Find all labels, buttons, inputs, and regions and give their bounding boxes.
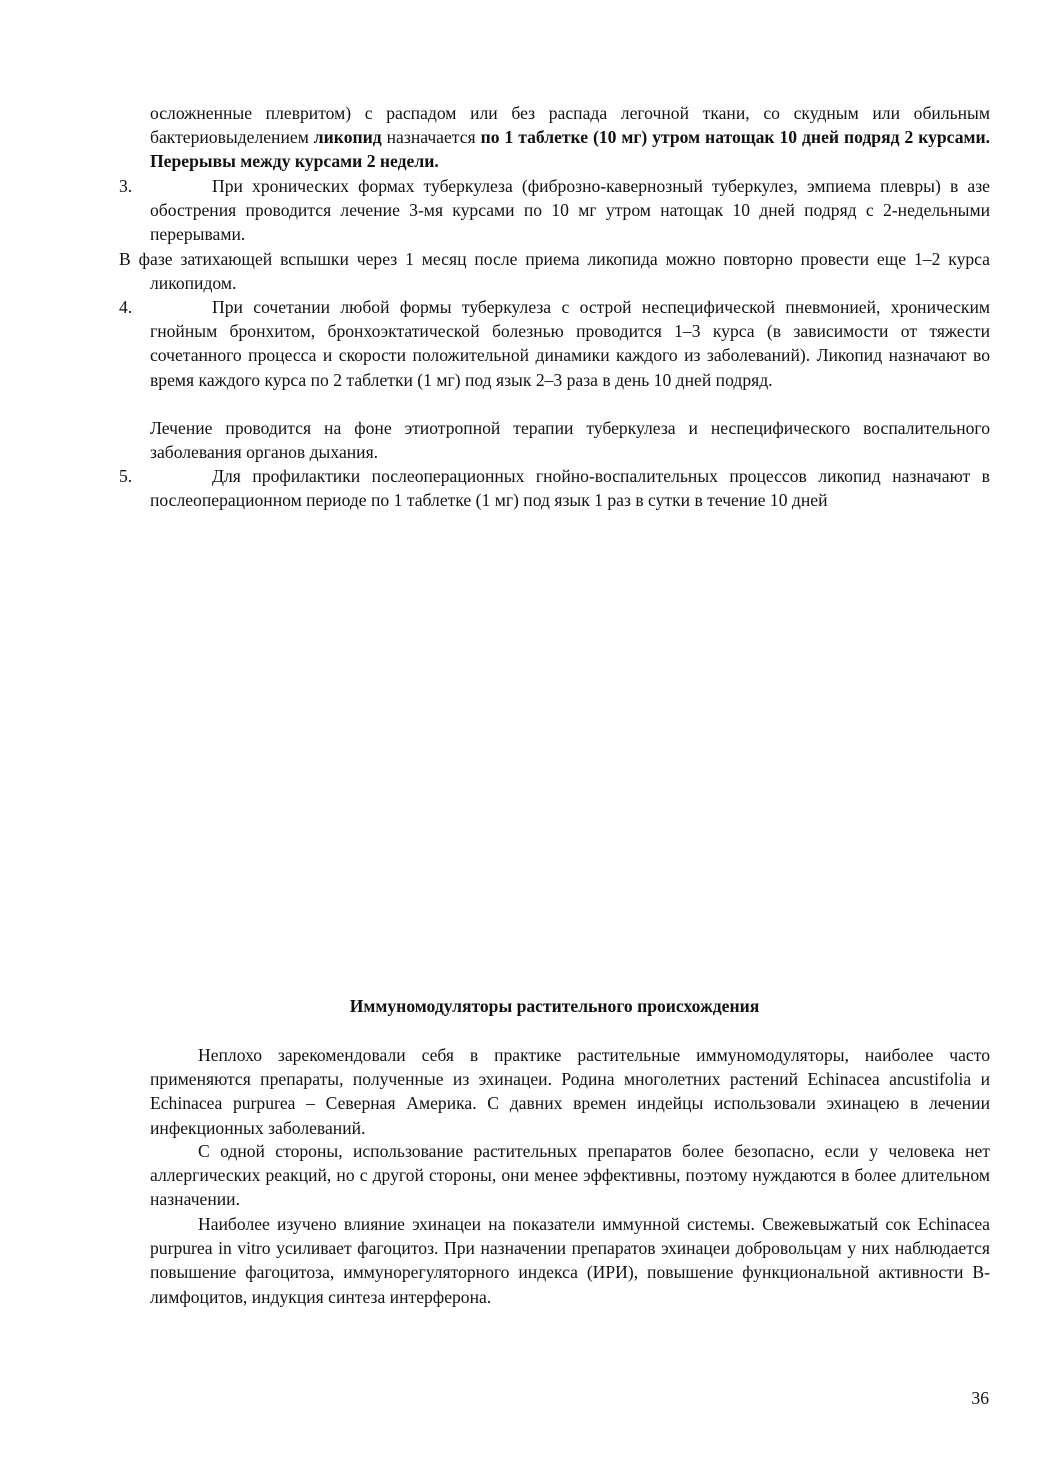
dosage-bold: по 1 таблетке (10 мг) утром натощак 10 дней подряд 2 курсами. Перерывы между курсами 2 недели.: [150, 127, 991, 172]
list-item-number: 4.: [119, 297, 133, 317]
list-item-text: При сочетании любой формы туберкулеза с острой неспецифической пневмонией, хроническим гнойным бронхитом, бронхоэктатической болезнью проводится 1–3 курса (в зависимости от тяжести сочетанного процесса и скорости положительной динамики каждого из заболеваний). Ликопид назначают во время каждого курса по 2 таблетки (1 мг) под язык 2–3 раза в день 10 дней подряд.: [150, 297, 990, 390]
continued-list-item-text: [150, 101, 990, 174]
list-item-number: 3.: [119, 176, 133, 196]
drug-name-bold: ликопид: [313, 127, 382, 148]
list-item-text: При хронических формах туберкулеза (фиброзно-кавернозный туберкулез, эмпиема плевры) в азе обострения проводится лечение 3-мя курсами по 10 мг утром натощак 10 дней подряд с 2-недельными перерывами.: [150, 176, 990, 245]
paragraph: Наиболее изучено влияние эхинацеи на показатели иммунной системы. Свежевыжатый сок Echinacea purpurea in vitro усиливает фагоцитоз. При назначении препаратов эхинацеи добровольцам у них наблюдается повышение фагоцитоза, иммунорегуляторного индекса (ИРИ), повышение функциональной активности В-лимфоцитов, индукция синтеза интерферона.: [150, 1214, 990, 1307]
list-item-text: Для профилактики послеоперационных гнойно-воспалительных процессов ликопид назначают в послеоперационном периоде по 1 таблетке (1 мг) под язык 1 раз в сутки в течение 10 дней: [150, 466, 990, 511]
list-item-number: 5.: [119, 466, 133, 486]
treatment-note: Лечение проводится на фоне этиотропной терапии туберкулеза и неспецифического воспалительного заболевания органов дыхания.: [150, 418, 990, 463]
text-run: осложненные плевритом) с распадом или без распада легочной ткани, со скудным или обильным бактериовыделением: [150, 103, 990, 148]
section-heading: Иммуномодуляторы растительного происхождения: [349, 996, 760, 1016]
paragraph: С одной стороны, использование растительных препаратов более безопасно, если у человека нет аллергических реакций, но с другой стороны, они менее эффективны, поэтому нуждаются в более длительном назначении.: [150, 1141, 990, 1210]
text-run: назначается: [381, 127, 481, 148]
paragraph: Неплохо зарекомендовали себя в практике растительные иммуномодуляторы, наиболее часто применяются препараты, полученные из эхинацеи. Родина многолетних растений Echinacea ancustifolia и Echinacea purpurea – Северная Америка. С давних времен индейцы использовали эхинацею в лечении инфекционных заболеваний.: [150, 1045, 990, 1138]
page-number: 36: [971, 1388, 989, 1408]
phase-note: В фазе затихающей вспышки через 1 месяц после приема ликопида можно повторно провести еще 1–2 курса ликопидом.: [119, 249, 990, 294]
